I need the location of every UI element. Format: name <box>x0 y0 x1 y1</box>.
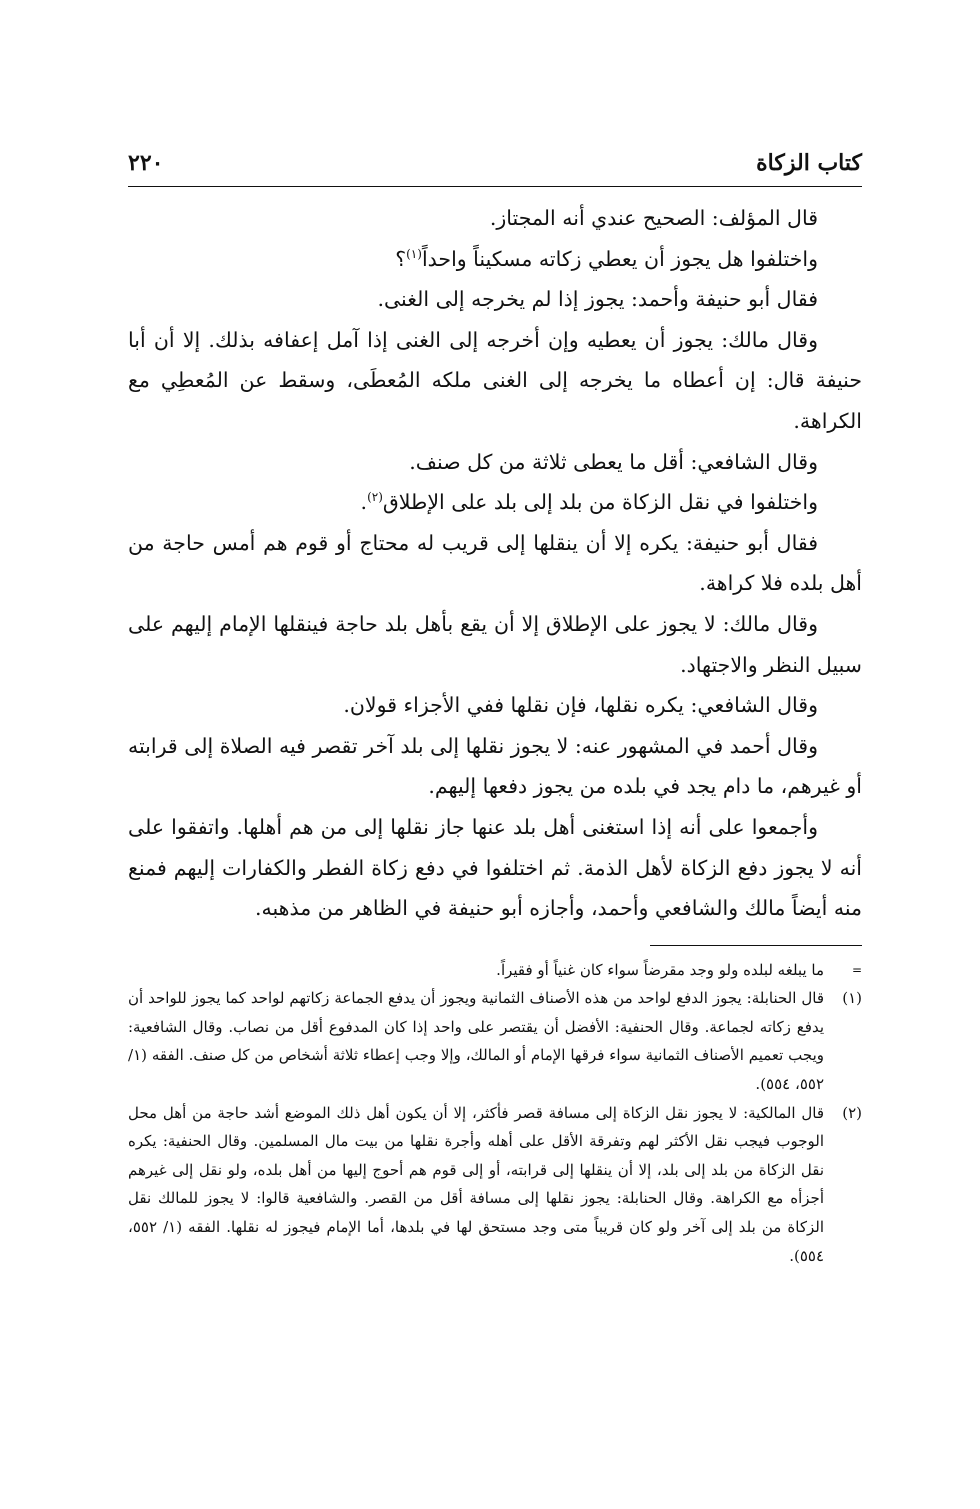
footnote-2: (٢) قال المالكية: لا يجوز نقل الزكاة إلى مسافة قصر فأكثر، إلا أن يكون أهل ذلك الموضع أشد حاجة من أهل محل الوجوب فيجب نقل الأكثر لهم وتفرقة الأقل على أهله وأجرة نقلها من بيت مال المسلمين. وقال الحنفية: يكره نقل الزكاة من بلد إلى بلد، إلا أن ينقلها إلى قرابته، أو إلى قوم هم أحوج إليها من أهل بلده، ولو نقل إلى غيرهم أجزأه مع الكراهة. وقال الحنابلة: يجوز نقلها إلى مسافة أقل من القصر. والشافعية قالوا: لا يجوز للمالك نقل الزكاة من بلد إلى آخر ولو كان قريباً متى وجد مستحق لها في بلدها، أما الإمام فيجوز له نقلها. الفقه (١/ ٥٥٢، ٥٥٤). <box>128 1099 862 1271</box>
footnote-separator <box>128 945 862 946</box>
footnotes <box>128 956 862 1271</box>
paragraph: فقال أبو حنيفة وأحمد: يجوز إذا لم يخرجه إلى الغنى. <box>377 287 818 312</box>
paragraph: واختلفوا هل يجوز أن يعطي زكاته مسكيناً واحداً$^{(١)}$؟ <box>395 246 818 271</box>
header-rule <box>128 186 862 187</box>
footnote-1: (١) قال الحنابلة: يجوز الدفع لواحد من هذه الأصناف الثمانية ويجوز أن يدفع الجماعة زكاتهم لواحد كما يجوز للواحد أن يدفع زكاته لجماعة. وقال الحنفية: الأفضل أن يقتصر على واحد إذا كان المدفوع أقل من نصاب. وقال الشافعية: ويجب تعميم الأصناف الثمانية سواء فرقها الإمام أو المالك، وإلا وجب إعطاء ثلاثة أشخاص من كل صنف. الفقه (١/ ٥٥٢، ٥٥٤). <box>128 984 862 1098</box>
footnote-number: (٢) <box>842 1103 862 1122</box>
page-number: ٢٢٠ <box>128 150 164 176</box>
running-title: كتاب الزكاة <box>756 150 862 176</box>
paragraph: وقال الشافعي: يكره نقلها، فإن نقلها ففي الأجزاء قولان. <box>343 693 818 718</box>
paragraph: وأجمعوا على أنه إذا استغنى أهل بلد عنها جاز نقلها إلى من هم أهلها. واتفقوا على أنه لا يجوز دفع الزكاة لأهل الذمة. ثم اختلفوا في دفع زكاة الفطر والكفارات إليهم فمنع منه أيضاً مالك والشافعي وأحمد، وأجازه أبو حنيفة في الظاهر من مذهبه. <box>128 814 862 921</box>
paragraph: وقال أحمد في المشهور عنه: لا يجوز نقلها إلى بلد آخر تقصر فيه الصلاة إلى قرابته أو غيرهم، ما دام يجد في بلده من يجوز دفعها إليهم. <box>128 733 862 799</box>
paragraph: واختلفوا في نقل الزكاة من بلد إلى بلد على الإطلاق$^{(٢)}$. <box>360 490 818 515</box>
paragraph: فقال أبو حنيفة: يكره إلا أن ينقلها إلى قريب له محتاج أو قوم هم أمس حاجة من أهل بلده فلا كراهة. <box>128 530 862 596</box>
footnote-continuation: = ما يبلغه لبلده ولو وجد مقرضاً سواء كان غنياً أو فقيراً. <box>128 956 862 985</box>
continuation-mark: = <box>851 962 862 977</box>
page-header <box>128 150 862 186</box>
footnote-ref-1: (١) <box>406 246 422 261</box>
book-page <box>128 150 862 1270</box>
paragraph: وقال مالك: لا يجوز على الإطلاق إلا أن يقع بأهل بلد حاجة فينقلها الإمام إليهم على سبيل النظر والاجتهاد. <box>128 611 862 677</box>
main-text <box>128 198 862 929</box>
footnote-ref-2: (٢) <box>367 490 383 505</box>
paragraph: وقال مالك: يجوز أن يعطيه وإن أخرجه إلى الغنى إذا آمل إعفافه بذلك. إلا أن أبا حنيفة قال: إن أعطاه ما يخرجه إلى الغنى ملكه المُعطَى، وسقط عن المُعطِي مع الكراهة. <box>128 327 862 433</box>
paragraph: وقال الشافعي: أقل ما يعطى ثلاثة من كل صنف. <box>409 449 818 474</box>
footnote-number: (١) <box>842 989 862 1008</box>
paragraph: قال المؤلف: الصحيح عندي أنه المجتاز. <box>489 206 818 230</box>
